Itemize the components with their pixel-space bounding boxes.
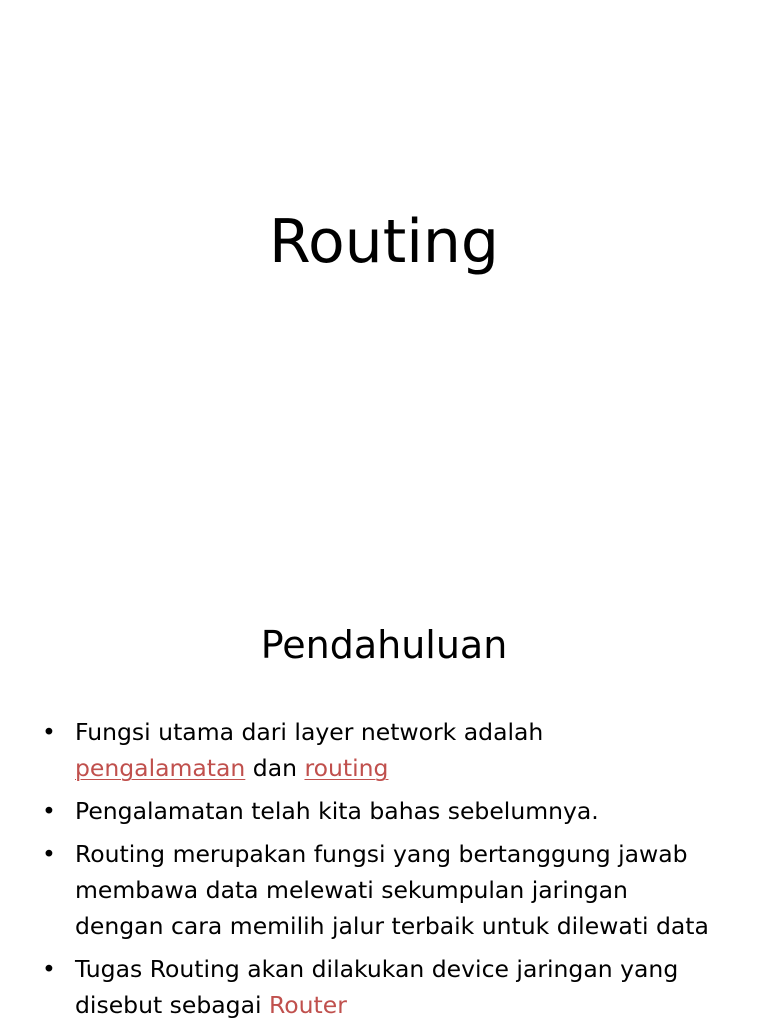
bullet-marker: • [42, 718, 56, 746]
bullet-text-line: Routing merupakan fungsi yang bertanggung jawab [75, 840, 688, 868]
bullet-text-line: Tugas Routing akan dilakukan device jaringan yang [75, 955, 679, 983]
bullet-item-fungsi [40, 714, 740, 786]
pengalamatan-link[interactable]: pengalamatan [75, 754, 246, 782]
bullet-marker: • [42, 955, 56, 983]
conjunction-text: dan [245, 754, 305, 782]
bullet-item-router [40, 951, 740, 1023]
bullet-text-line [75, 987, 740, 1023]
bullet-text-line: Pengalamatan telah kita bahas sebelumnya. [75, 797, 599, 825]
bullet-text-line: dengan cara memilih jalur terbaik untuk dilewati data [75, 912, 709, 940]
bullet-text-line [75, 750, 740, 786]
routing-link[interactable]: routing [304, 754, 389, 782]
bullet-marker: • [42, 840, 56, 868]
router-link[interactable]: Router [268, 991, 347, 1019]
bullet-item-routing-definition [40, 836, 740, 944]
bullet-text-prefix: disebut sebagai [75, 991, 269, 1019]
content-slide [0, 576, 768, 1024]
bullet-marker: • [42, 797, 56, 825]
bullet-item-pengalamatan [40, 793, 740, 829]
bullet-text-line: Fungsi utama dari layer network adalah [75, 718, 544, 746]
main-title: Routing [268, 207, 500, 277]
bullet-text-line: membawa data melewati sekumpulan jaringan [75, 876, 628, 904]
bullet-list [40, 714, 740, 1030]
section-title: Pendahuluan [260, 623, 508, 667]
